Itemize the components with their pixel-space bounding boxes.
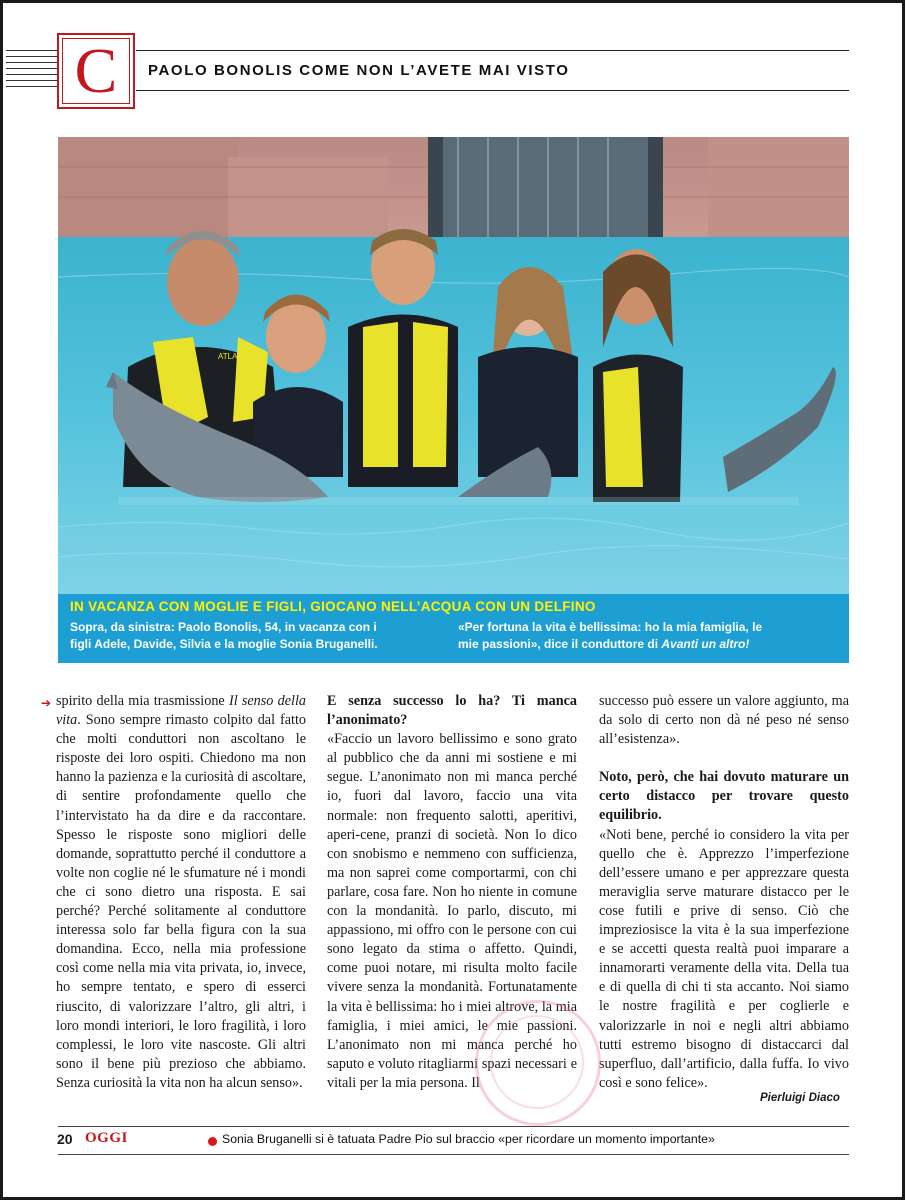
caption-right-line1: «Per fortuna la vita è bellissima: ho la mia famiglia, le: [458, 620, 763, 634]
show-title: Il senso della vita: [56, 693, 306, 729]
caption-right: [458, 619, 838, 653]
article-column-3: [599, 692, 849, 1093]
show-title: Avanti un altro!: [661, 637, 750, 651]
header-rule-bottom: [136, 90, 849, 91]
article-paragraph: «Faccio un lavoro bellissimo e sono grato al pubblico che da anni mi sostiene e mi segue. L’anonimato non mi manca perché io, fuori dal lavoro, faccio una vita normale: non frequento salotti, aperitivi, aperi-cene, pranzi di società. Non lo dico con snobismo e nemmeno con sufficienza, ma non saprei come comportarmi, con chi parlare, cosa fare. Non ho niente in comune con la mondanità. Io parlo, discuto, mi appassiono, mi offro con le persone con cui sono legato da stima o affetto. Quindi, come puoi notare, mi risulta molto facile vivere senza la mondanità. Fortunatamente la vita è bellissima: ho i miei altrove, la mia famiglia, i miei amici, le mie passioni. L’anonimato non mi manca perché ho saputo e voluto ritagliarmi spazi necessari e vitali per la mia persona. Il: [327, 731, 577, 1091]
author-signature: Pierluigi Diaco: [760, 1092, 840, 1104]
caption-left: [70, 619, 430, 653]
footer-rule-bottom: [58, 1154, 849, 1155]
article-paragraph: spirito della mia trasmissione Il senso della vita. Sono sempre rimasto colpito dal fatto che molti conduttori non ascoltano le risposte dei loro ospiti. Chiedono ma non hanno la pazienza e la curiosità di ascoltare, di sentire profondamente quello che l’intervistato ha da dire e da raccontare. Spesso le risposte sono migliori delle domande, soprattutto perché il conduttore a volte non coglie né le sfumature né i mondi che ci sono dietro una risposta. E sai perché? Perché solitamente al conduttore interessa solo far bella figura con la sua domandina. Ecco, nella mia professione così come nella mia vita privata, io, invece, ho sempre tentato, e spero di esserci riuscito, di valorizzare l’altro, gli altri, i loro mondi interiori, le loro fragilità, i loro complessi, le loro vite nascoste. Gli altri sono il bene più prezioso che abbiamo. Senza curiosità la vita non ha alcun senso».: [56, 693, 306, 1091]
magazine-logo: OGGI: [85, 1130, 128, 1146]
page-number: 20: [57, 1131, 73, 1147]
caption-headline: IN VACANZA CON MOGLIE E FIGLI, GIOCANO NELL’ACQUA CON UN DELFINO: [70, 599, 596, 614]
article-paragraph: «Noti bene, perché io considero la vita per quello che è. Apprezzo l’imperfezione dell’essere umano e per apprezzare questa meraviglia serve maturare distacco per le cose futili e prive di senso. Ciò che impreziosisce la vita è la sua imperfezione e se accetti questa realtà puoi imparare a innamorarti veramente della vita. Della tua e di quella di chi ti sta accanto. Noi siamo le nostre fragilità e per coglierle e valorizzarle in noi e negli altri abbiamo tutti estremo bisogno di distaccarci dal superfluo, dall’artificio, dalla fuffa. Io vivo così e sono felice».: [599, 826, 849, 1091]
interview-question: E senza successo lo ha? Ti manca l’anonimato?: [327, 693, 577, 729]
caption-left-line1: Sopra, da sinistra: Paolo Bonolis, 54, in vacanza con i: [70, 620, 377, 634]
section-logo: [57, 33, 135, 109]
continuation-arrow-icon: ➔: [41, 696, 52, 710]
vest-logo-text: ATLANTIS: [218, 352, 256, 361]
footer-rule-top: [58, 1126, 849, 1127]
caption-right-line2: mie passioni», dice il conduttore di: [458, 637, 662, 651]
bullet-icon: [208, 1137, 217, 1146]
section-title: PAOLO BONOLIS COME NON L’AVETE MAI VISTO: [148, 62, 570, 79]
header-rule-top: [136, 50, 849, 51]
family-with-dolphin-photo: [58, 137, 849, 594]
interview-question: Noto, però, che hai dovuto maturare un certo distacco per trovare questo equilibrio.: [599, 769, 849, 824]
watermark-stamp-inner: [490, 1015, 584, 1109]
header-decorative-lines: [6, 50, 58, 92]
photo-caption: [58, 594, 849, 663]
article-paragraph: successo può essere un valore aggiunto, ma da solo di certo non dà né peso né senso all’esistenza».: [599, 693, 849, 748]
caption-left-line2: figli Adele, Davide, Silvia e la moglie Sonia Bruganelli.: [70, 637, 378, 651]
section-letter: C: [74, 35, 118, 106]
article-column-1: [56, 692, 306, 1093]
footer-note: Sonia Bruganelli si è tatuata Padre Pio sul braccio «per ricordare un momento importante»: [222, 1132, 715, 1146]
